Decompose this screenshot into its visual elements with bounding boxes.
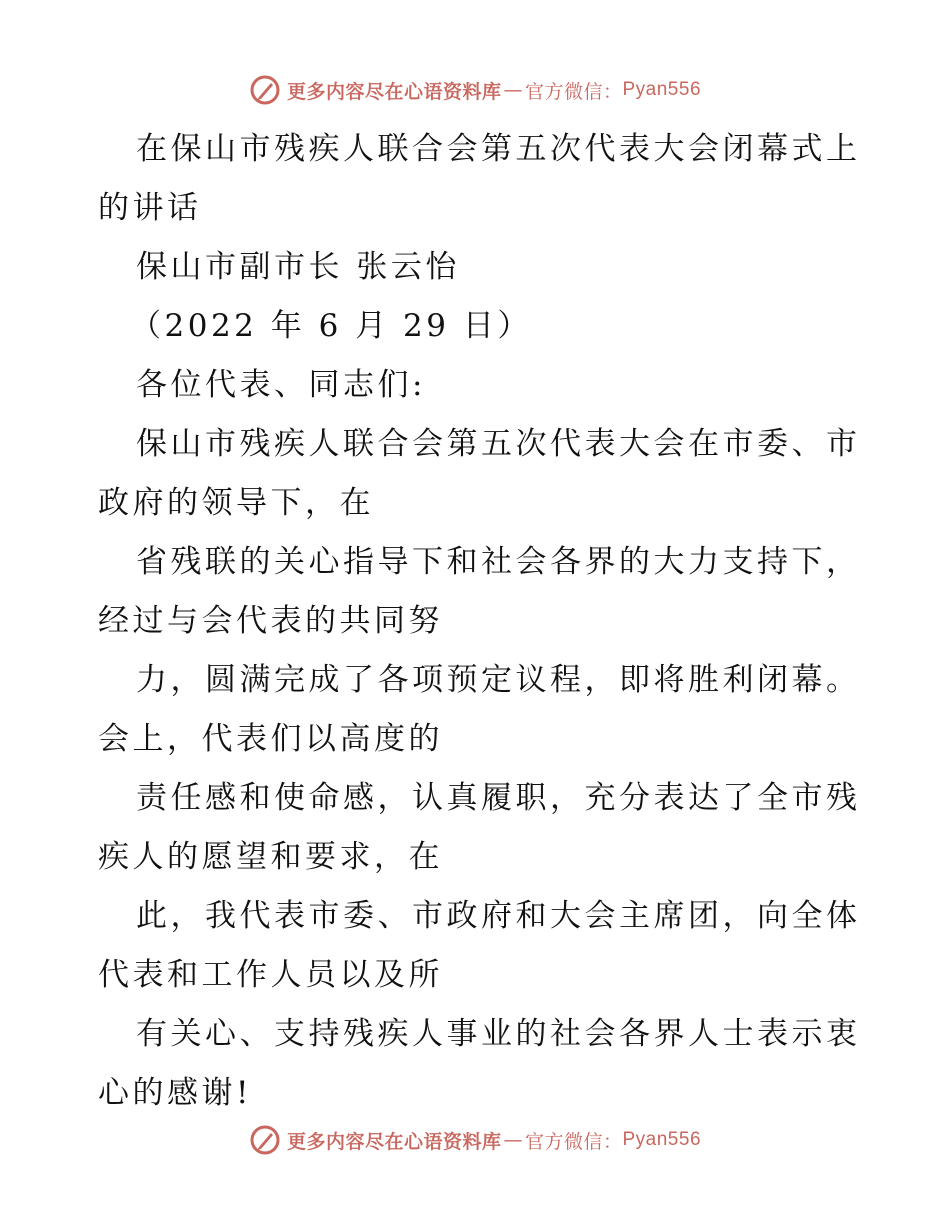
watermark-dash: — — [503, 1129, 523, 1151]
paragraph-line: 有关心、支持残疾人事业的社会各界人士表示衷 — [136, 1016, 861, 1052]
date-line: （2022 年 6 月 29 日） — [130, 308, 532, 344]
paragraph-line: 心的感谢! — [98, 1075, 252, 1111]
paragraph-line: 省残联的关心指导下和社会各界的大力支持下， — [136, 544, 861, 580]
quill-pen-logo-icon — [249, 74, 281, 106]
document-title-line-2: 的讲话 — [98, 190, 202, 226]
paragraph-line: 保山市残疾人联合会第五次代表大会在市委、市 — [136, 426, 861, 462]
watermark-dash: — — [503, 79, 523, 101]
paragraph-line: 力，圆满完成了各项预定议程，即将胜利闭幕。 — [136, 662, 861, 698]
salutation-line: 各位代表、同志们: — [136, 367, 426, 403]
paragraph-line: 代表和工作人员以及所 — [98, 957, 443, 993]
watermark-wechat-id: Pyan556 — [622, 1129, 702, 1150]
watermark-label: 官方微信： — [524, 1130, 623, 1153]
paragraph-line: 会上，代表们以高度的 — [98, 721, 443, 757]
speaker-line: 保山市副市长 张云怡 — [136, 249, 460, 285]
quill-pen-logo-icon — [249, 1124, 281, 1156]
paragraph-line: 此，我代表市委、市政府和大会主席团，向全体 — [136, 898, 861, 934]
document-body — [98, 120, 861, 1123]
watermark-text: 更多内容尽在心语资料库 — [286, 1130, 502, 1153]
watermark-label: 官方微信： — [524, 80, 623, 103]
paragraph-line: 政府的领导下，在 — [98, 485, 374, 521]
paragraph-line: 责任感和使命感，认真履职，充分表达了全市残 — [136, 780, 861, 816]
watermark-wechat-id: Pyan556 — [622, 79, 702, 100]
paragraph-line: 经过与会代表的共同努 — [98, 603, 443, 639]
document-title-line-1: 在保山市残疾人联合会第五次代表大会闭幕式上 — [136, 131, 861, 167]
watermark-header — [0, 70, 950, 110]
watermark-text: 更多内容尽在心语资料库 — [286, 80, 502, 103]
paragraph-line: 疾人的愿望和要求，在 — [98, 839, 443, 875]
watermark-footer — [0, 1120, 950, 1160]
